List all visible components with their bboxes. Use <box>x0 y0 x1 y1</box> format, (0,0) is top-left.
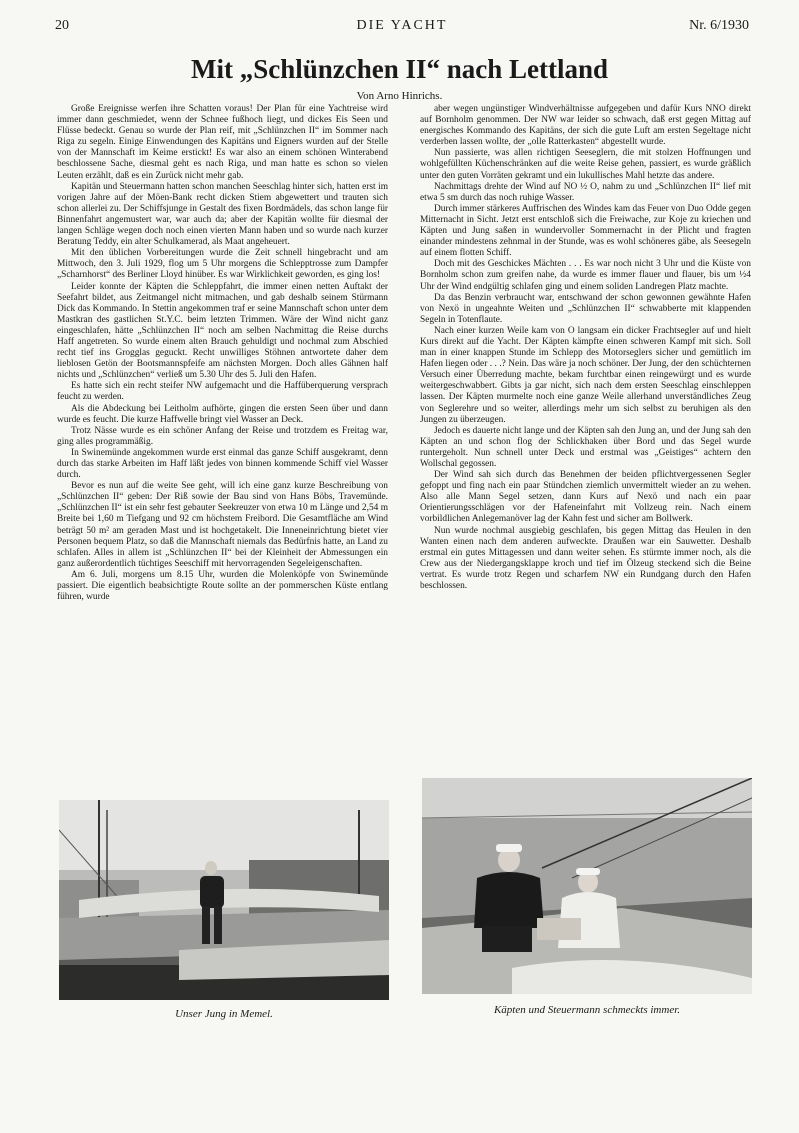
photo-caption: Käpten und Steuermann schmeckts immer. <box>493 1004 681 1016</box>
magazine-name: DIE YACHT <box>356 18 448 33</box>
left-column <box>57 104 388 603</box>
paragraph: aber wegen ungünstiger Windverhältnisse aufgegeben und dafür Kurs NNO direkt auf Bornholm genommen. Der NW war leider so schwach, daß erst gegen Mittag auf energisches Kommando des Kapitäns, der sich die gute Luft am ersten Segeltage nicht verderben lassen wollte, der „olle Ratterkasten“ abgestellt wurde. <box>420 104 751 148</box>
paragraph: Trotz Nässe wurde es ein schöner Anfang der Reise und trotzdem es Freitag war, ging alles programmäßig. <box>57 425 388 447</box>
paragraph: Leider konnte der Käpten die Schleppfahrt, die immer einen netten Auftakt der Seefahrt bildet, aus Zeitmangel nicht mitmachen, und gab deshalb seinem Stürmann Dick das Kommando. In Stettin angekommen traf er seine Mannschaft schon unter dem Mastkran des gastlichen St.Y.C. beim letzten Trimmen. Wäre der Wind nicht ganz eingeschlafen, hätte „Schlünzchen II“ noch am selben Nachmittag die Reise durchs Haff angetreten. So wurde einem alten Brauch gehuldigt und nochmal zum Abschied recht tief ins Grogglas geguckt. Recht unwilliges Stöhnen antwortete daher dem lieblosen Getön der Bootsmannspfeife am nächsten Morgen. Doch alles Gähnen half nichts und „Schlünzchen“ verließ um 5.30 Uhr des 5. Juli den Hafen. <box>57 281 388 381</box>
page-header <box>55 18 749 40</box>
paragraph: Doch mit des Geschickes Mächten . . . Es war noch nicht 3 Uhr und die Küste von Bornholm schon zum greifen nahe, da wurde es immer flauer und flauer, bis um ½4 Uhr der Wind endgültig schlafen ging und einem soliden Landregen Platz machte. <box>420 259 751 292</box>
issue-number: Nr. 6/1930 <box>689 18 749 33</box>
article-title: Mit „Schlünzchen II“ nach Lettland <box>190 54 609 84</box>
paragraph: Es hatte sich ein recht steifer NW aufgemacht und die Haffüberquerung versprach feucht zu werden. <box>57 381 388 403</box>
right-column <box>420 104 751 592</box>
paragraph: In Swinemünde angekommen wurde erst einmal das ganze Schiff ausgekramt, denn durch das starke Arbeiten im Haff läßt jedes von binnen kommende Schiff viel Wasser durch. <box>57 447 388 481</box>
paragraph: Als die Abdeckung bei Leitholm aufhörte, gingen die ersten Seen über und dann wurde es feucht. Die kurze Haffwelle bringt viel Wasser an Deck. <box>57 403 388 425</box>
paragraph: Der Wind sah sich durch das Benehmen der beiden pflichtvergessenen Segler gefoppt und fing nach ein paar Stündchen ziemlich unvermittelt wieder an zu wehen. Also alle Mann Segel setzen, dann Kurs auf Nexö und nach ein paar Orientierungsschlägen vor der Hafeneinfahrt mit Vollzeug rein. Nach einem vorbildlichen Anlegemanöver lag der Kahn fest und sicher am Bollwerk. <box>420 470 751 525</box>
paragraph: Nun wurde nochmal ausgiebig geschlafen, bis gegen Mittag das Heulen in den Wanten einen nach dem anderen aufweckte. Draußen war ein Sauwetter. Deshalb erstmal ein gutes Mittagessen und dann weiter sehen. Es stürmte immer noch, als die Crew aus der Niedergangsklappe kroch und tief im Ölzeug steckend sich die Beine vertrat. Es wurde trotz Regen und scharfem NW ein Rundgang durch den Hafen beschlossen. <box>420 525 751 592</box>
paragraph: Mit den üblichen Vorbereitungen wurde die Zeit schnell hingebracht und am Mittwoch, den 3. Juli 1929, flog um 5 Uhr morgens die Schlepptrosse zum Dampfer „Scharnhorst“ des Berliner Lloyd hinüber. Es war Wirklichkeit geworden, es ging los! <box>57 248 388 281</box>
photo-captain-and-helmsman <box>422 778 752 994</box>
paragraph: Jedoch es dauerte nicht lange und der Käpten sah den Jung an, und der Jung sah den Käpten an und schon flog der Schlickhaken über Bord und das Segel wurde runtergeholt. Nun schnell unter Deck und erstmal was „Geistiges“ achtern den Wollschal gegossen. <box>420 425 751 469</box>
photo-boy-in-memel <box>59 800 389 1000</box>
article-byline: Von Arno Hinrichs. <box>356 90 443 102</box>
paragraph: Kapitän und Steuermann hatten schon manchen Seeschlag hinter sich, hatten erst im vorigen Jahre auf der Möen-Bank recht dicken Stiem abgewettert und trauten sich schon allerlei zu. Der Schiffsjunge in Gestalt des fixen Bordmädels, das schon lange für Binnenfahrt angemustert war, war auch da; aber der Kapitän wollte für diesmal der langen Schläge wegen doch noch einen vierten Mann haben und so wurde nach kurzer Beratung Teddy, ein alter Schulkamerad, als Maat angeheuert. <box>57 181 388 248</box>
paragraph: Nachmittags drehte der Wind auf NO ½ O, nahm zu und „Schlünzchen II“ lief mit etwa 5 sm durch das noch ruhige Wasser. <box>420 181 751 203</box>
paragraph: Durch immer stärkeres Auffrischen des Windes kam das Feuer von Duo Odde gegen Mitternacht in Sicht. Jetzt erst entschloß sich die Freiwache, zur Koje zu kriechen und Käpten und Jung saßen in wundervoller Sommernacht in der Plicht und fragten einander mindestens zehnmal in der Stunde, was es wohl schöneres gäbe, als Seesegeln auf einem flotten Schiff. <box>420 203 751 259</box>
paragraph: Bevor es nun auf die weite See geht, will ich eine ganz kurze Beschreibung von „Schlünzchen II“ geben: Der Riß sowie der Bau sind von Hans Böbs, Travemünde. „Schlünzchen II“ ist ein sehr fest gebauter Seekreuzer von etwa 10 m Länge und 2,54 m Breite bei 1,60 m Tiefgang und 92 cm höchstem Freibord. Die Gesamtfläche am Wind beträgt 50 m² am geraden Mast und ist hochgetakelt. Die Inneneinrichtung bietet vier Personen bequem Platz, so daß die Mannschaft niemals das Bedürfnis hatte, an Land zu schlafen. Alles in allem ist „Schlünzchen II“ bei der Kleinheit der Abmessungen ein ganz außerordentlich tüchtiges Seeschiff mit hervorragenden Segeleigenschaften. <box>57 481 388 569</box>
page-number: 20 <box>55 18 69 33</box>
paragraph: Große Ereignisse werfen ihre Schatten voraus! Der Plan für eine Yachtreise wird immer dann geschmiedet, wenn der Schnee fußhoch liegt, und dickes Eis Seen und Flüsse bedeckt. Genau so wurde der Plan reif, mit „Schlünzchen II“ im Sommer nach Riga zu segeln. Einige Einwendungen des Kapitäns und Eigners wurden auf der Stelle von der Mannschaft im Keime erstickt! Es war also an einem schönen Winterabend beschlossene Sache, diesmal geht es nach Riga, und man hatte es schon so vielen Leuten erzählt, daß es ein Zurück nicht mehr gab. <box>57 104 388 181</box>
paragraph: Da das Benzin verbraucht war, entschwand der schon gewonnen gewähnte Hafen von Nexö in ungeahnte Weiten und „Schlünzchen II“ schwabberte mit klappenden Segeln in Totenflaute. <box>420 292 751 325</box>
photo-caption: Unser Jung in Memel. <box>175 1008 273 1020</box>
paragraph: Am 6. Juli, morgens um 8.15 Uhr, wurden die Molenköpfe von Swinemünde passiert. Die eigentlich beabsichtigte Route sollte an der pommerschen Küste entlang führen, wurde <box>57 569 388 603</box>
paragraph: Nach einer kurzen Weile kam von O langsam ein dicker Frachtsegler auf und hielt Kurs direkt auf die Yacht. Der Käpten kämpfte einen schweren Kampf mit sich. Soll man in einer knappen Stunde im Schlepp des Motorseglers sicher und gemütlich im Hafen liegen oder . . .? Nein. Das wäre ja noch schöner. Der Jung, der den schüchternen Versuch einer Überredung machte, bekam furchtbar einen reingewürgt und es wurde weitergeschwabbert. Gibts ja gar nicht, sich nach dem ersten Seeschlag einschleppen lassen. Der Käpten murmelte noch eine ganze Weile allerhand unverständliches Zeug von Seglerehre und so weiter, allerdings mehr um sich selbst zu beruhigen als den Jungen zu überzeugen. <box>420 325 751 425</box>
paragraph: Nun passierte, was allen richtigen Seeseglern, die mit stolzen Hoffnungen und wohlgefüllten Küchenschränken auf die weite Reise gehen, passiert, es wurde gräßlich unter den guten Vorräten gekramt und ein lukullisches Mahl hetzte das andere. <box>420 148 751 181</box>
